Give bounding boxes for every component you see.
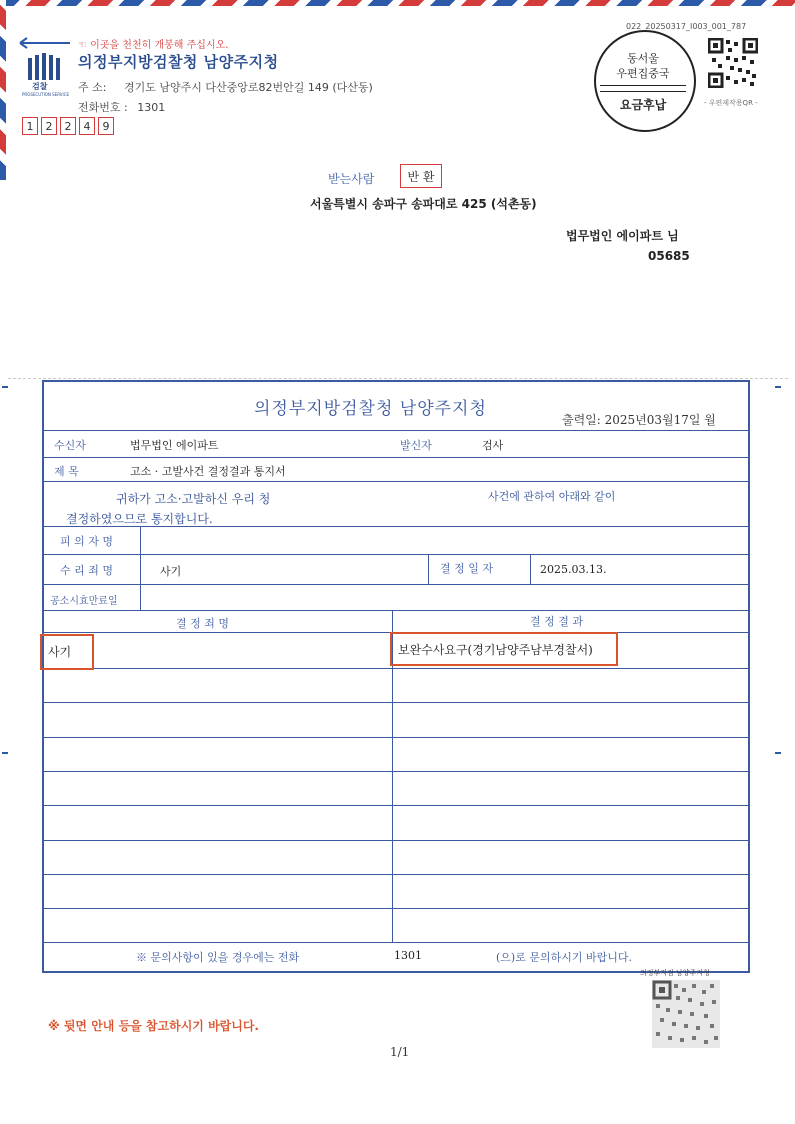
highlight-box [390, 632, 618, 666]
sender-label: 발신자 [400, 439, 432, 452]
fold-tick [2, 386, 8, 388]
sender-phone-row [78, 99, 165, 115]
form-rule [42, 584, 748, 585]
zip-digit: 9 [98, 117, 114, 135]
sender-zip [22, 117, 114, 135]
zip-digit: 1 [22, 117, 38, 135]
subject-value: 고소 · 고발사건 결정결과 통지서 [130, 465, 286, 478]
qr-code-icon [652, 980, 720, 1048]
stamp-fee: 요금후납 [619, 98, 667, 112]
form-rule [42, 908, 748, 909]
footer-note: ※ 뒷면 안내 등을 참고하시기 바랍니다. [48, 1019, 259, 1033]
recipient-address: 서울특별시 송파구 송파대로 425 (석촌동) [310, 197, 537, 211]
fold-tick [775, 752, 781, 754]
qr-caption: 의정부지검 남양주지청 [640, 969, 710, 977]
zip-digit: 2 [41, 117, 57, 135]
form-rule [42, 668, 748, 669]
form-rule [42, 610, 748, 611]
sender-phone: 1301 [137, 101, 166, 114]
open-notice: ☜ 이곳을 천천히 개봉해 주십시오. [78, 40, 229, 51]
zip-digit: 4 [79, 117, 95, 135]
postage-stamp [594, 30, 696, 132]
stamp-rule [600, 91, 686, 92]
contact-text-2: (으)로 문의하시기 바랍니다. [496, 951, 632, 964]
recipient-name: 법무법인 에이파트 님 [566, 229, 679, 243]
form-rule [42, 702, 748, 703]
sender-address: 경기도 남양주시 다산중앙로82번안길 149 (다산동) [123, 81, 373, 94]
fold-tick [2, 752, 8, 754]
form-divider [140, 526, 141, 610]
phone-label: 전화번호 : [78, 101, 128, 114]
decision-date-value: 2025.03.13. [540, 563, 607, 576]
limitation-label: 공소시효만료일 [50, 596, 118, 607]
zip-digit: 2 [60, 117, 76, 135]
crime-value: 사기 [160, 565, 182, 578]
form-rule [42, 430, 748, 431]
col-header-result: 결 정 결 과 [530, 615, 583, 628]
prosecution-logo-icon [24, 52, 70, 100]
subject-label: 제 목 [54, 465, 79, 478]
stamp-rule [600, 85, 686, 86]
receiver-value: 법무법인 에이파트 [130, 439, 219, 452]
highlight-box [40, 634, 94, 670]
logo-subtext: PROSECUTION SERVICE [22, 92, 70, 97]
message-line1: 귀하가 고소·고발하신 우리 청 [116, 492, 271, 506]
sender-name: 의정부지방검찰청 남양주지청 [78, 53, 279, 71]
fold-line [8, 378, 788, 379]
sender-address-row [78, 79, 373, 95]
form-rule [42, 481, 748, 482]
contact-phone: 1301 [394, 949, 422, 962]
document-code: 022_20250317_I003_001_787 [626, 22, 747, 31]
qr-code-icon [708, 38, 758, 88]
col-header-crime: 결 정 죄 명 [176, 617, 229, 630]
form-rule [42, 805, 748, 806]
fold-tick [775, 386, 781, 388]
form-rule [42, 840, 748, 841]
message-line2: 사건에 관하여 아래와 같이 [488, 490, 616, 503]
suspect-label: 피 의 자 명 [60, 535, 113, 548]
recipient-zip: 05685 [648, 249, 690, 263]
crime-label: 수 리 죄 명 [60, 564, 113, 577]
form-rule [42, 737, 748, 738]
page-number: 1/1 [390, 1045, 410, 1059]
logo-text: 검찰 [32, 82, 48, 91]
print-date: 출력일: 2025년03월17일 월 [562, 413, 716, 427]
return-box: 반 환 [400, 164, 442, 188]
form-divider [428, 554, 429, 584]
address-label: 주 소: [78, 81, 107, 94]
form-rule [42, 874, 748, 875]
form-title: 의정부지방검찰청 남양주지청 [254, 399, 487, 419]
form-rule [42, 457, 748, 458]
receiver-label: 수신자 [54, 439, 86, 452]
recipient-label: 받는사람 [328, 172, 375, 186]
decision-date-label: 결 정 일 자 [440, 562, 493, 575]
message-line3: 결정하였으므로 통지합니다. [66, 512, 213, 526]
airmail-border-left [0, 0, 6, 180]
stamp-office: 동서울 [627, 52, 659, 65]
stamp-center: 우편집중국 [616, 67, 670, 80]
qr-note: - 우편제작용QR - [704, 99, 758, 107]
form-rule [42, 942, 748, 943]
decision-crime: 사기 [48, 645, 72, 659]
airmail-border-top [0, 0, 795, 6]
decision-result: 보완수사요구(경기남양주남부경찰서) [398, 643, 593, 657]
form-rule [42, 554, 748, 555]
form-rule [42, 771, 748, 772]
sender-value: 검사 [482, 439, 504, 452]
form-divider [530, 554, 531, 584]
arrow-icon [18, 36, 72, 50]
contact-text: ※ 문의사항이 있을 경우에는 전화 [136, 951, 300, 964]
